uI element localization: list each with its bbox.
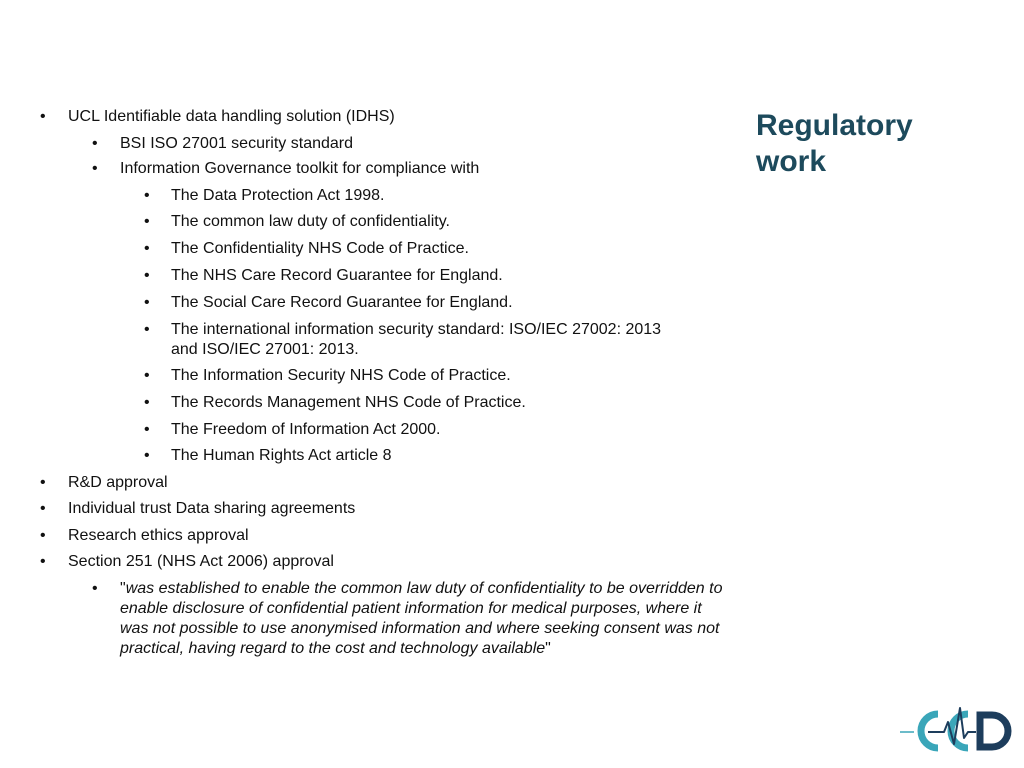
bullet-dot: •	[40, 553, 46, 570]
list-item-text: BSI ISO 27001 security standard	[120, 135, 354, 152]
list-item-text: The Information Security NHS Code of Practice.	[171, 367, 511, 384]
list-item-text: The Human Rights Act article 8	[171, 447, 392, 464]
title-line-1: Regulatory	[756, 109, 913, 142]
bullet-dot: •	[144, 267, 150, 284]
list-item-text: The Records Management NHS Code of Practice.	[171, 394, 526, 411]
bullet-dot: •	[144, 213, 150, 230]
quote-close-mark: "	[545, 640, 551, 657]
bullet-dot: •	[92, 135, 98, 152]
bullet-dot: •	[144, 394, 150, 411]
bullet-dot: •	[144, 187, 150, 204]
bullet-dot: •	[144, 447, 150, 464]
list-item-text: The NHS Care Record Guarantee for England.	[171, 267, 503, 284]
quote-open-mark: "	[120, 580, 126, 597]
list-item-text: The Freedom of Information Act 2000.	[171, 421, 441, 438]
bullet-dot: •	[40, 108, 46, 125]
quote-text	[120, 579, 726, 659]
list-item-text: and ISO/IEC 27001: 2013.	[171, 341, 359, 358]
title-line-2: work	[756, 145, 827, 178]
list-item-text: The common law duty of confidentiality.	[171, 213, 450, 230]
list-item-text: Section 251 (NHS Act 2006) approval	[68, 553, 334, 570]
list-item-text: Individual trust Data sharing agreements	[68, 500, 356, 517]
bullet-dot: •	[144, 240, 150, 257]
list-item-text: The international information security standard: ISO/IEC 27002: 2013	[171, 321, 662, 338]
bullet-dot: •	[92, 160, 98, 177]
list-item-text: Research ethics approval	[68, 527, 249, 544]
ccd-logo-icon	[900, 700, 1016, 758]
bullet-dot: •	[144, 367, 150, 384]
bullet-dot: •	[144, 321, 150, 338]
bullet-dot: •	[92, 580, 98, 597]
slide-title	[756, 108, 996, 180]
quote-body: was established to enable the common law duty of confidentiality to be overridden to enable disclosure of confidential patient information for medical purposes, where it was not possible to use anonymised information and where seeking consent was not practical, having regard to the cost and technology available	[120, 580, 723, 657]
list-item-text: R&D approval	[68, 474, 168, 491]
bullet-dot: •	[40, 500, 46, 517]
list-item-text: The Social Care Record Guarantee for England.	[171, 294, 513, 311]
bullet-dot: •	[144, 421, 150, 438]
logo-letter-d	[980, 715, 1008, 747]
bullet-dot: •	[144, 294, 150, 311]
list-item-text: UCL Identifiable data handling solution (IDHS)	[68, 108, 395, 125]
bullet-dot: •	[40, 527, 46, 544]
list-item-text: The Data Protection Act 1998.	[171, 187, 385, 204]
bullet-dot: •	[40, 474, 46, 491]
list-item-text: Information Governance toolkit for compliance with	[120, 160, 480, 177]
list-item-text: The Confidentiality NHS Code of Practice.	[171, 240, 469, 257]
